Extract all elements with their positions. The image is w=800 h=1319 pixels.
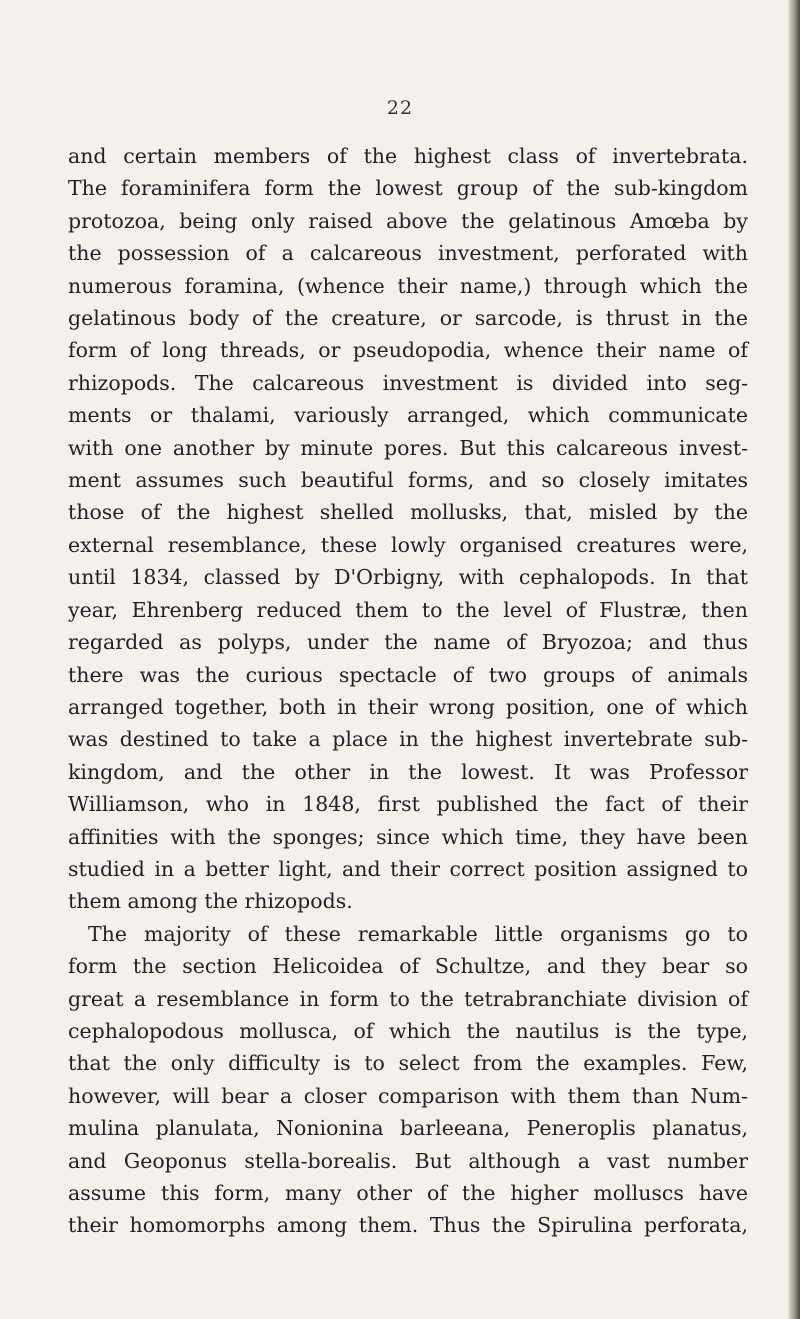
text-line: ments or thalami, variously arranged, which communicate xyxy=(68,403,748,428)
text-line: the possession of a calcareous investment, perforated with xyxy=(68,241,748,266)
text-line: cephalopodous mollusca, of which the nautilus is the type, xyxy=(68,1018,748,1043)
text-line: year, Ehrenberg reduced them to the level of Flustræ, then xyxy=(68,597,748,622)
text-line: protozoa, being only raised above the gelatinous Amœba by xyxy=(68,208,748,233)
text-line: that the only difficulty is to select from the examples. Few, xyxy=(68,1051,748,1076)
text-line: external resemblance, these lowly organised creatures were, xyxy=(68,532,748,557)
text-line: gelatinous body of the creature, or sarcode, is thrust in the xyxy=(68,306,748,331)
text-line: rhizopods. The calcareous investment is divided into seg- xyxy=(68,370,748,395)
text-line: affinities with the sponges; since which time, they have been xyxy=(68,824,748,849)
text-line: great a resemblance in form to the tetrabranchiate division of xyxy=(68,986,748,1011)
paragraph-start-line: The majority of these remarkable little organisms go to xyxy=(88,921,748,946)
text-line: and certain members of the highest class of invertebrata. xyxy=(68,144,748,168)
body-text xyxy=(68,140,748,1242)
text-line: until 1834, classed by D'Orbigny, with cephalopods. In that xyxy=(68,565,748,590)
text-line: and Geoponus stella-borealis. But although a vast number xyxy=(68,1148,748,1173)
page-number: 22 xyxy=(386,97,414,119)
text-line: studied in a better light, and their correct position assigned to xyxy=(68,856,748,881)
text-line: The foraminifera form the lowest group of the sub-kingdom xyxy=(68,176,748,201)
text-line: however, will bear a closer comparison with them than Num- xyxy=(68,1083,748,1108)
page-edge-shadow xyxy=(788,0,800,1319)
text-line: assume this form, many other of the higher molluscs have xyxy=(68,1181,748,1205)
text-line: with one another by minute pores. But this calcareous invest- xyxy=(68,435,748,460)
text-line: was destined to take a place in the highest invertebrate sub- xyxy=(68,727,748,752)
text-line: their homomorphs among them. Thus the Spirulina perforata, xyxy=(68,1213,748,1238)
text-line: those of the highest shelled mollusks, that, misled by the xyxy=(68,500,748,525)
text-line: numerous foramina, (whence their name,) through which the xyxy=(68,273,748,298)
text-line: regarded as polyps, under the name of Bryozoa; and thus xyxy=(68,630,748,655)
text-line: kingdom, and the other in the lowest. It was Professor xyxy=(68,759,748,784)
text-line: mulina planulata, Nonionina barleeana, Peneroplis planatus, xyxy=(68,1116,748,1141)
text-line: there was the curious spectacle of two groups of animals xyxy=(68,662,748,687)
text-line: Williamson, who in 1848, first published the fact of their xyxy=(68,792,748,817)
text-line: form of long threads, or pseudopodia, whence their name of xyxy=(68,338,748,363)
paragraph-end-line: them among the rhizopods. xyxy=(68,889,353,914)
text-line: arranged together, both in their wrong position, one of which xyxy=(68,694,748,719)
text-line: ment assumes such beautiful forms, and so closely imitates xyxy=(68,468,748,493)
text-line: form the section Helicoidea of Schultze, and they bear so xyxy=(68,954,748,979)
